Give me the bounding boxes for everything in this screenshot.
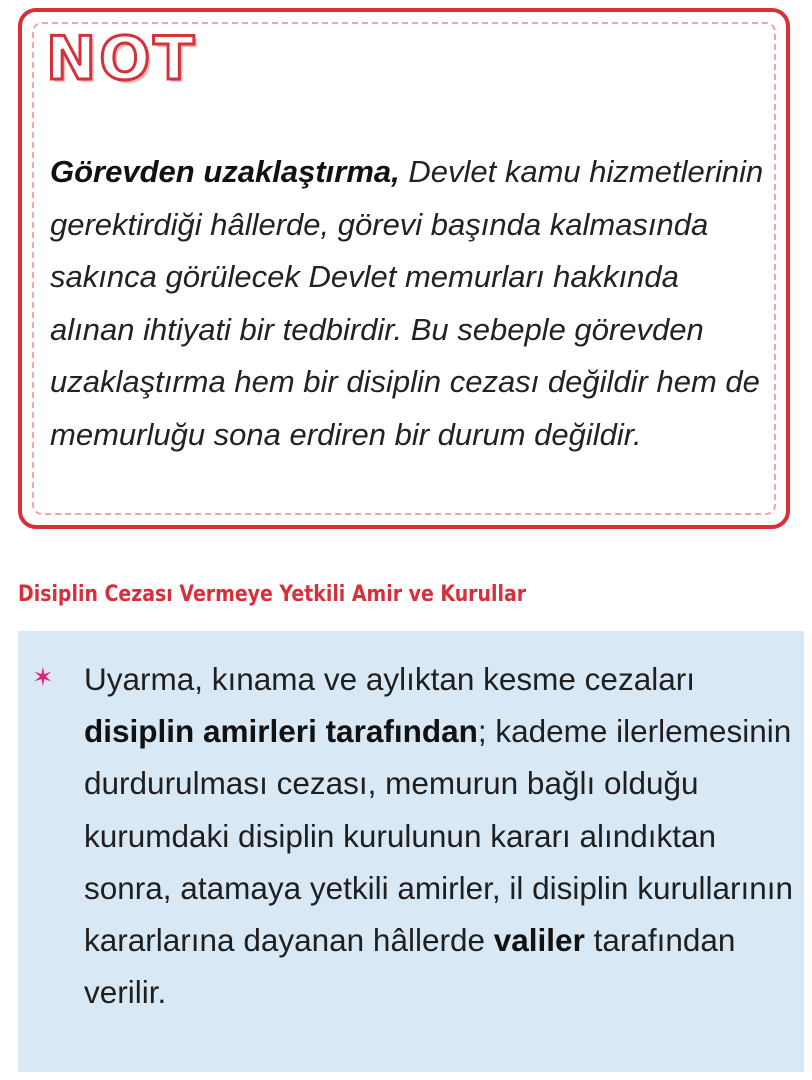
info-text-part3: tarafından verilir.: [84, 922, 736, 1011]
info-bold-disiplin-amirleri: disiplin amirleri tarafından: [84, 713, 478, 750]
info-text-part2: ; kademe ilerlemesinin durdurulması cezası, memurun bağlı olduğu kurumdaki disiplin kurulunun kararı alındıktan sonra, atamaya yetkili amirler, il disiplin kurullarının kararlarına dayanan hâllerde: [84, 713, 794, 959]
info-text-part1: Uyarma, kınama ve aylıktan kesme cezaları: [84, 661, 695, 697]
note-box: [18, 8, 790, 529]
note-paragraph: [50, 146, 770, 461]
note-title: NOT: [46, 24, 198, 94]
star-bullet-icon: ✶: [32, 663, 54, 693]
section-heading: Disiplin Cezası Vermeye Yetkili Amir ve Kurullar: [18, 582, 527, 607]
note-body: Devlet kamu hizmetlerinin gerektirdiği hâllerde, görevi başında kalmasında sakınca görülecek Devlet memurları hakkında alınan ihtiyati bir tedbirdir. Bu sebeple görevden uzaklaştırma hem bir disiplin cezası değildir hem de memurluğu sona erdiren bir durum değildir.: [50, 154, 764, 452]
info-paragraph: [84, 653, 794, 1018]
info-bold-valiler: valiler: [493, 922, 585, 959]
info-panel: [18, 631, 804, 1072]
note-term: Görevden uzaklaştırma,: [50, 154, 400, 189]
